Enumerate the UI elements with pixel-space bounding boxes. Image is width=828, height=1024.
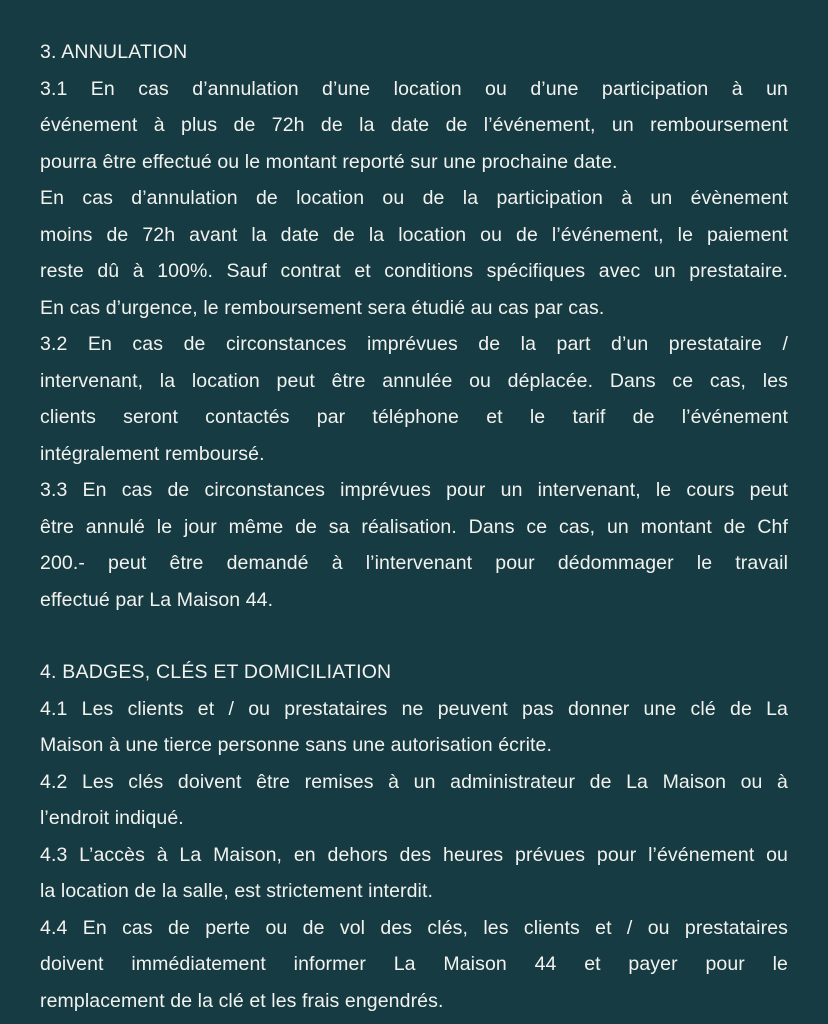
text-line: événement à plus de 72h de la date de l’événement, un remboursement	[40, 114, 788, 136]
section-annulation	[40, 34, 788, 618]
text-line: En cas d’urgence, le remboursement sera étudié au cas par cas.	[40, 296, 605, 319]
text-line: 3.2 En cas de circonstances imprévues de la part d’un prestataire /	[40, 333, 788, 355]
text-line: doivent immédiatement informer La Maison 44 et payer pour le	[40, 953, 788, 975]
text-line: 4.3 L’accès à La Maison, en dehors des heures prévues pour l’événement ou	[40, 843, 788, 866]
text-line: 3.1 En cas d’annulation d’une location ou d’une participation à un	[40, 77, 788, 100]
text-line: 4.4 En cas de perte ou de vol des clés, les clients et / ou prestataires	[40, 916, 788, 939]
section-heading: 4. BADGES, CLÉS ET DOMICILIATION	[40, 661, 392, 683]
text-line: 3.3 En cas de circonstances imprévues pour un intervenant, le cours peut	[40, 479, 788, 501]
text-line: intervenant, la location peut être annulée ou déplacée. Dans ce cas, les	[40, 369, 788, 392]
text-line: l’endroit indiqué.	[40, 807, 184, 829]
text-line: En cas d’annulation de location ou de la participation à un évènement	[40, 187, 788, 209]
text-line: 200.- peut être demandé à l’intervenant pour dédommager le travail	[40, 552, 788, 574]
text-line: reste dû à 100%. Sauf contrat et conditions spécifiques avec un prestataire.	[40, 260, 788, 282]
text-line: pourra être effectué ou le montant reporté sur une prochaine date.	[40, 150, 618, 173]
text-line: remplacement de la clé et les frais engendrés.	[40, 989, 444, 1012]
section-body	[40, 71, 788, 619]
section-heading: 3. ANNULATION	[40, 41, 188, 63]
text-line: Maison à une tierce personne sans une autorisation écrite.	[40, 734, 553, 756]
text-line: 4.1 Les clients et / ou prestataires ne peuvent pas donner une clé de La	[40, 697, 788, 720]
section-body	[40, 691, 788, 1020]
text-line: moins de 72h avant la date de la location ou de l’événement, le paiement	[40, 223, 788, 246]
section-badges-cles-domiciliation	[40, 654, 788, 1019]
text-line: être annulé le jour même de sa réalisation. Dans ce cas, un montant de Chf	[40, 515, 788, 538]
text-line: la location de la salle, est strictement interdit.	[40, 880, 434, 902]
text-line: intégralement remboursé.	[40, 442, 265, 465]
text-line: effectué par La Maison 44.	[40, 588, 274, 611]
text-line: 4.2 Les clés doivent être remises à un administrateur de La Maison ou à	[40, 770, 788, 793]
text-line: clients seront contactés par téléphone et le tarif de l’événement	[40, 406, 788, 428]
